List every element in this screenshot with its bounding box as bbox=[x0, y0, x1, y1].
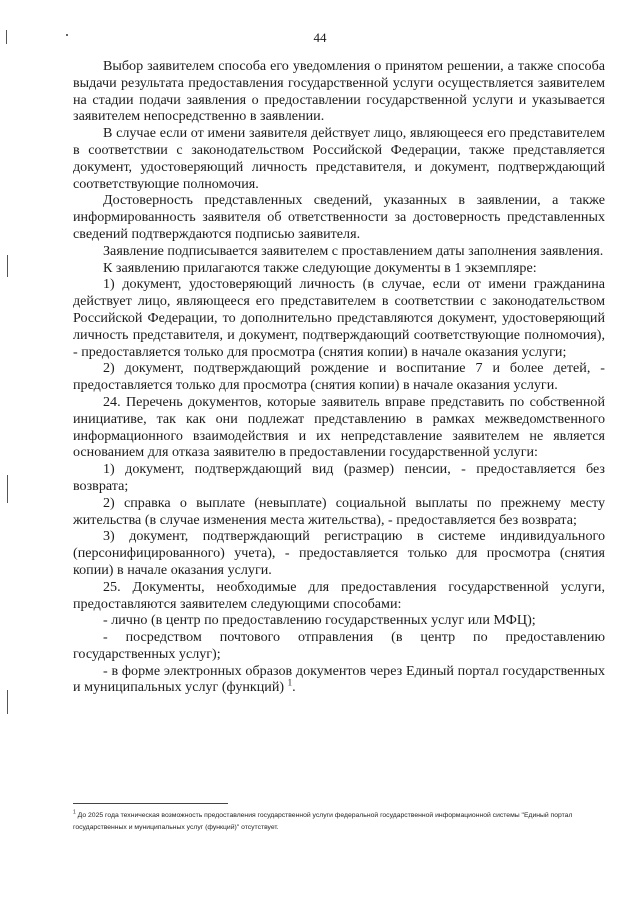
electronic-text: - в форме электронных образов документов через Единый портал государственных и муниципальных услуг (функций) bbox=[73, 662, 605, 696]
list-item-identity-document: 1) документ, удостоверяющий личность (в случае, если от имени гражданина действует лицо, являющееся его представителем в соответствии с законодательством Российской Федерации, то дополнительно представляются документ, удостоверяющий личность представителя, и документ, подтверждающий соответствующие полномочия), - предоставляется только для просмотра (снятия копии) в начале оказания услуги; bbox=[73, 276, 605, 360]
list-item-birth-document: 2) документ, подтверждающий рождение и воспитание 7 и более детей, - предоставляется только для просмотра (снятия копии) в начале оказания услуги. bbox=[73, 360, 605, 394]
paragraph-section-25: 25. Документы, необходимые для предоставления государственной услуги, предоставляются заявителем следующими способами: bbox=[73, 578, 605, 612]
list-item-registration-document: 3) документ, подтверждающий регистрацию в системе индивидуального (персонифицированного) учета), - предоставляется только для просмотра (снятия копии) в начале оказания услуги. bbox=[73, 528, 605, 578]
footnote-reference[interactable]: 1 bbox=[287, 677, 293, 688]
paragraph-representative: В случае если от имени заявителя действует лицо, являющееся его представителем в соответствии с законодательством Российской Федерации, также представляется документ, удостоверяющий личность представителя, и документ, подтверждающий соответствующие полномочия. bbox=[73, 125, 605, 192]
footnote-text: До 2025 года техническая возможность предоставления государственной услуги федеральной государственной информационной системы "Единый портал государственных и муниципальных услуг (функций)" отсутствует. bbox=[73, 812, 573, 831]
page-number: 44 bbox=[313, 30, 327, 45]
scan-artifact bbox=[7, 690, 8, 714]
paragraph-section-24: 24. Перечень документов, которые заявитель вправе представить по собственной инициативе, так как они подлежат представлению в рамках межведомственного информационного взаимодействия и их непредставление заявителем не является основанием для отказа заявителю в предоставлении государственной услуги: bbox=[73, 393, 605, 461]
list-item-social-payment-certificate: 2) справка о выплате (невыплате) социальной выплаты по прежнему месту жительства (в случае изменения места жительства), - предоставляется без возврата; bbox=[73, 494, 605, 528]
list-item-pension-document: 1) документ, подтверждающий вид (размер) пенсии, - предоставляется без возврата; bbox=[73, 461, 605, 494]
list-item-electronic: - в форме электронных образов документов через Единый портал государственных и муниципальных услуг (функций) $^1$. bbox=[73, 662, 605, 696]
scan-artifact bbox=[7, 475, 8, 503]
list-item-in-person: - лично (в центр по предоставлению государственных услуг или МФЦ); bbox=[103, 612, 536, 629]
document-body bbox=[73, 58, 605, 696]
paragraph-notification-choice: Выбор заявителем способа его уведомления о принятом решении, а также способа выдачи результата предоставления государственной услуги осуществляется заявителем на стадии подачи заявления о предоставлении государственной услуги и указывается заявителем непосредственно в заявлении. bbox=[73, 58, 605, 125]
paragraph-attachments-intro: К заявлению прилагаются также следующие документы в 1 экземпляре: bbox=[103, 259, 537, 276]
paragraph-signature: Заявление подписывается заявителем с проставлением даты заполнения заявления. bbox=[103, 242, 604, 259]
list-item-by-mail: - посредством почтового отправления (в центр по предоставлению государственных услуг); bbox=[73, 629, 605, 662]
footnote bbox=[73, 810, 605, 834]
paragraph-reliability: Достоверность представленных сведений, указанных в заявлении, а также информированность заявителя об ответственности за достоверность представленных сведений подтверждаются подписью заявителя. bbox=[73, 192, 605, 242]
footnote-divider bbox=[73, 803, 228, 804]
footnote-mark: 1 bbox=[73, 809, 76, 816]
scan-artifact bbox=[7, 255, 8, 277]
